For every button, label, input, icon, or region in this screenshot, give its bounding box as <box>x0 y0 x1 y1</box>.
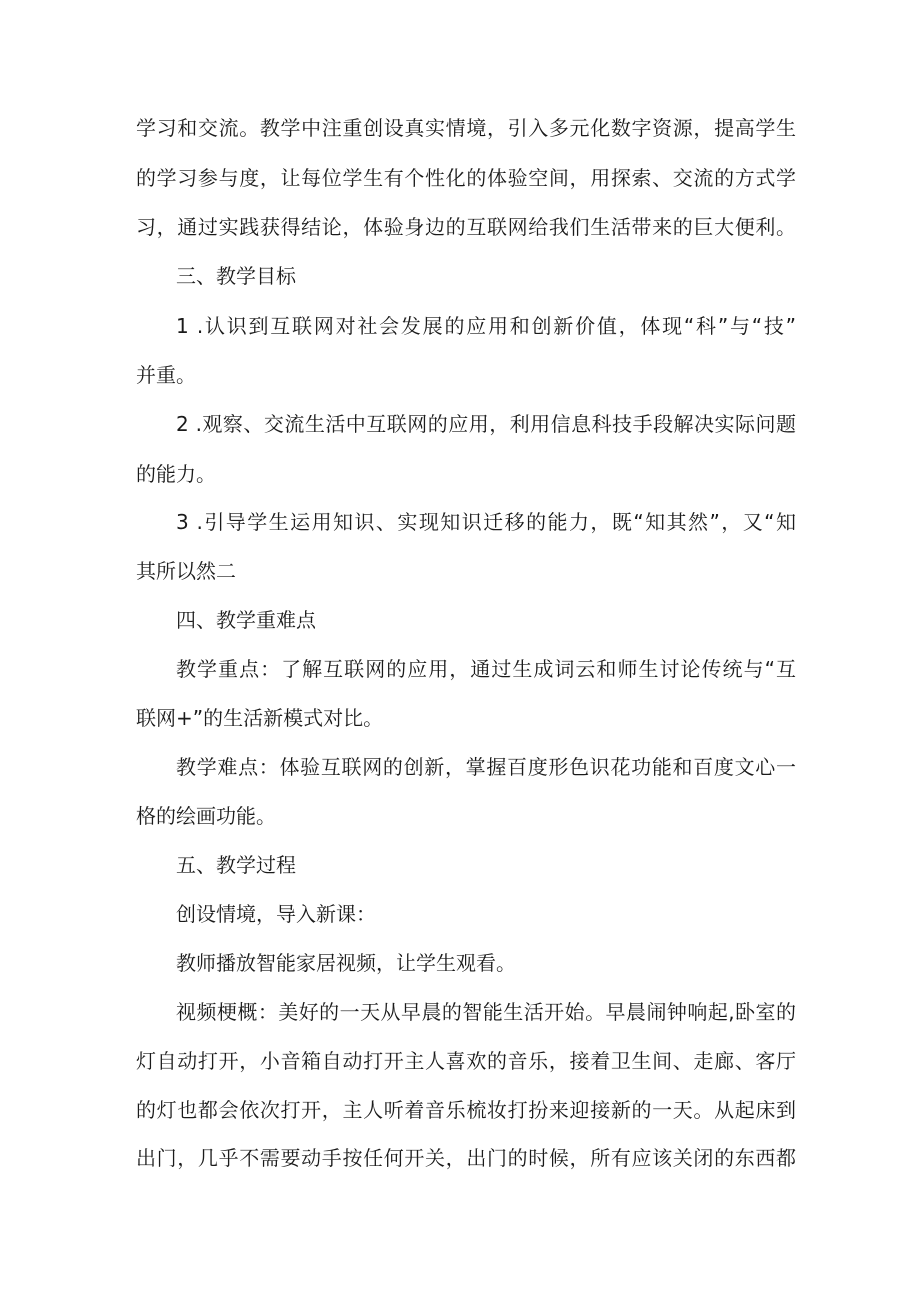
section-heading: 四、教学重难点 <box>176 608 316 632</box>
text-line: 教师播放智能家居视频，让学生观看。 <box>176 951 516 975</box>
text-line: 学习和交流。教学中注重创设真实情境，引入多元化数字资源，提高学生 <box>136 116 796 140</box>
section-heading: 五、教学过程 <box>176 853 296 877</box>
text-line: 的能力。 <box>136 462 216 486</box>
text-line: 联网+”的生活新模式对比。 <box>136 706 384 730</box>
text-line: 教学难点：体验互联网的创新，掌握百度形色识花功能和百度文心一 <box>176 755 796 779</box>
objective-item: 3 .引导学生运用知识、实现知识迁移的能力，既“知其然”，又“知 <box>176 510 796 534</box>
text-line: 习，通过实践获得结论，体验身边的互联网给我们生活带来的巨大便利。 <box>136 215 796 239</box>
text-line: 创设情境，导入新课： <box>176 902 376 926</box>
text-line: 的学习参与度，让每位学生有个性化的体验空间，用探索、交流的方式学 <box>136 166 796 190</box>
text-line: 出门，几乎不需要动手按任何开关，出门的时候，所有应该关闭的东西都 <box>136 1146 796 1170</box>
text-line: 的灯也都会依次打开，主人听着音乐梳妆打扮来迎接新的一天。从起床到 <box>136 1098 796 1122</box>
objective-item: 1 .认识到互联网对社会发展的应用和创新价值，体现“科”与“技” <box>176 314 796 338</box>
text-line: 并重。 <box>136 363 196 387</box>
objective-item: 2 .观察、交流生活中互联网的应用，利用信息科技手段解决实际问题 <box>176 412 796 436</box>
section-heading: 三、教学目标 <box>176 264 296 288</box>
text-line: 灯自动打开，小音箱自动打开主人喜欢的音乐，接着卫生间、走廊、客厅 <box>136 1049 796 1073</box>
text-line: 视频梗概：美好的一天从早晨的智能生活开始。早晨闹钟响起,卧室的 <box>176 1000 796 1024</box>
text-line: 格的绘画功能。 <box>136 804 276 828</box>
text-line: 教学重点：了解互联网的应用，通过生成词云和师生讨论传统与“互 <box>176 657 796 681</box>
text-line: 其所以然二 <box>136 559 236 583</box>
